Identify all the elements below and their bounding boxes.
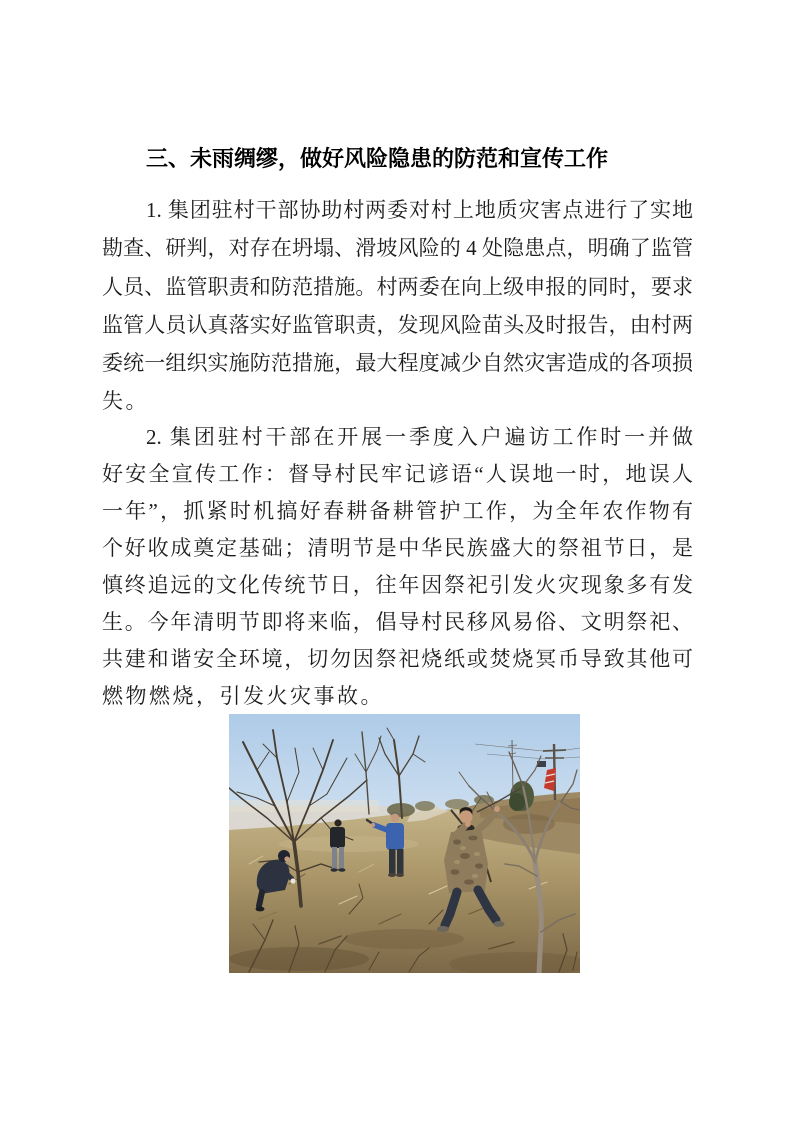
text-line: 监管人员认真落实好监管职责，发现风险苗头及时报告，由村两 [102, 312, 693, 337]
field-photo-graphic [229, 714, 580, 973]
text-line: 勘查、研判，对存在坍塌、滑坡风险的 4 处隐患点，明确了监管 [102, 236, 693, 261]
text-line: 生。今年清明节即将来临，倡导村民移风易俗、文明祭祀、 [102, 610, 693, 634]
paragraph-1 [102, 191, 693, 421]
paragraph-2 [102, 419, 693, 715]
text-line: 燃物燃烧，引发火灾事故。 [102, 684, 384, 708]
text-line: 慎终追远的文化传统节日，往年因祭祀引发火灾现象多有发 [102, 573, 693, 597]
text-line: 委统一组织实施防范措施，最大程度减少自然灾害造成的各项损 [102, 351, 693, 376]
text-line: 个好收成奠定基础；清明节是中华民族盛大的祭祖节日，是 [102, 536, 693, 560]
text-line: 人员、监管职责和防范措施。村两委在向上级申报的同时，要求 [102, 274, 693, 299]
text-line: 共建和谐安全环境，切勿因祭祀烧纸或焚烧冥币导致其他可 [102, 647, 693, 671]
text-line: 失。 [102, 389, 149, 414]
section-heading: 三、未雨绸缪，做好风险隐患的防范和宣传工作 [146, 146, 609, 171]
text-line: 2. 集团驻村干部在开展一季度入户遍访工作时一并做 [146, 425, 693, 449]
text-line: 好安全宣传工作：督导村民牢记谚语“人误地一时，地误人 [102, 462, 693, 486]
text-line: 1. 集团驻村干部协助村两委对村上地质灾害点进行了实地 [146, 198, 693, 222]
field-photo [229, 714, 580, 973]
text-line: 一年”，抓紧时机搞好春耕备耕管护工作，为全年农作物有 [102, 499, 693, 523]
